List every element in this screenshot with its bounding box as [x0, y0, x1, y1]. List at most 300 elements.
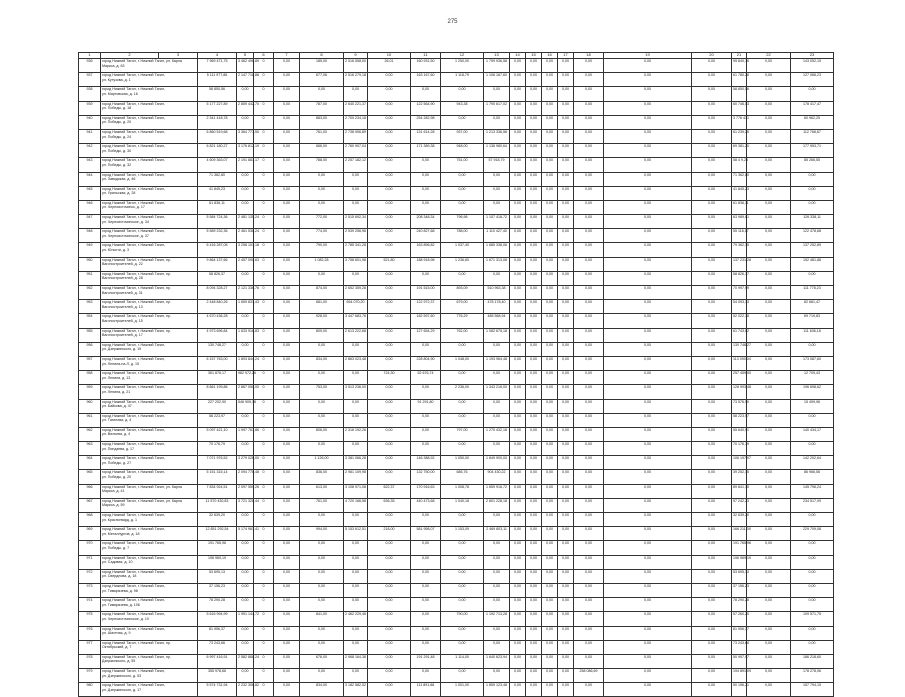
value-cell: 0,00: [542, 371, 558, 385]
value-cell: 0,00: [300, 399, 344, 413]
value-cell: 0,00: [274, 484, 300, 498]
address-line-1: город Нижний Тагил, г. Нижний Тагил,: [102, 513, 166, 517]
value-cell: 0,00: [692, 314, 732, 328]
value-cell: 0,00: [692, 186, 732, 200]
value-cell: 0,00: [526, 598, 542, 612]
value-cell: 1 236,60: [441, 257, 484, 271]
table-row: [79, 541, 834, 555]
value-cell: 0,00: [574, 527, 604, 541]
value-cell: 0,00: [574, 598, 604, 612]
value-cell: 762,00: [441, 328, 484, 342]
address-cell: [101, 115, 198, 129]
value-cell: 0,00: [510, 200, 526, 214]
table-row: [79, 612, 834, 626]
address-line-1: город Нижний Тагил, г. Нижний Тагил,: [102, 87, 166, 92]
value-cell: 1 633 916,83: [237, 328, 254, 342]
value-cell: 0,00: [441, 371, 484, 385]
value-cell: 0,00: [558, 342, 574, 356]
value-cell: 113 090,04: [732, 356, 747, 370]
table-row: [79, 73, 834, 87]
value-cell: 685,76: [441, 470, 484, 484]
value-cell: 581 958,07: [411, 527, 441, 541]
value-cell: 0,00: [747, 59, 791, 73]
value-cell: 112 768,67: [791, 129, 834, 143]
value-cell: 0,00: [542, 555, 558, 569]
value-cell: 3 758 601,98: [344, 257, 368, 271]
table-row: [79, 413, 834, 427]
value-cell: 0,00: [542, 669, 558, 683]
value-cell: 1 001,00: [441, 683, 484, 697]
address-line-2: ул. Победы, д. 24: [102, 134, 132, 139]
value-cell: 0,00: [368, 427, 411, 441]
value-cell: 0,00: [604, 612, 692, 626]
value-cell: 0,00: [604, 484, 692, 498]
value-cell: 0,00: [574, 229, 604, 243]
table-row: [79, 129, 834, 143]
table-row: [79, 300, 834, 314]
value-cell: 0,00: [510, 470, 526, 484]
value-cell: 0,00: [604, 385, 692, 399]
value-cell: 0,00: [274, 669, 300, 683]
table-row: [79, 640, 834, 654]
address-line-2: ул. Дзержинского, д. 17: [102, 687, 142, 692]
value-cell: 0,00: [411, 172, 441, 186]
value-cell: 0,00: [574, 243, 604, 257]
value-cell: 0,00: [526, 484, 542, 498]
table-row: [79, 115, 834, 129]
value-cell: 3 513 236,00: [344, 385, 368, 399]
value-cell: 0: [254, 470, 274, 484]
value-cell: 5 584 724,36: [198, 215, 237, 229]
value-cell: 0,00: [558, 470, 574, 484]
value-cell: 171 389,38: [411, 144, 441, 158]
value-cell: 0,00: [344, 640, 368, 654]
address-line-2: Вагоностроителей, д. 17: [102, 333, 143, 338]
value-cell: 904 430,22: [484, 470, 510, 484]
value-cell: 0,00: [441, 413, 484, 427]
value-cell: 0,00: [300, 541, 344, 555]
value-cell: 0,00: [368, 172, 411, 186]
value-cell: 0,00: [510, 513, 526, 527]
value-cell: 0,00: [604, 541, 692, 555]
value-cell: 521,80: [368, 257, 411, 271]
value-cell: 0,00: [747, 144, 791, 158]
value-cell: 109 571,75: [791, 612, 834, 626]
value-cell: 0,00: [344, 371, 368, 385]
value-cell: 788,00: [300, 158, 344, 172]
table-row: [79, 527, 834, 541]
value-cell: 0: [254, 598, 274, 612]
value-cell: 0,00: [604, 286, 692, 300]
value-cell: 0,00: [574, 186, 604, 200]
value-cell: 0,00: [692, 172, 732, 186]
value-cell: 0,00: [274, 328, 300, 342]
value-cell: 0,00: [526, 271, 542, 285]
value-cell: 0,00: [574, 87, 604, 101]
address-line-1: город Нижний Тагил, г. Нижний Тагил,: [102, 356, 166, 361]
value-cell: 0,00: [484, 342, 510, 356]
value-cell: 0,00: [368, 555, 411, 569]
value-cell: 196 698,62: [791, 385, 834, 399]
value-cell: 0,00: [300, 669, 344, 683]
value-cell: 0,00: [747, 87, 791, 101]
value-cell: 140 434,17: [791, 427, 834, 441]
value-cell: 0,00: [484, 669, 510, 683]
value-cell: 0,00: [411, 555, 441, 569]
address-line-1: город Нижний Тагил, г. Нижний Тагил, пр.: [102, 257, 171, 262]
value-cell: 131 614,28: [411, 129, 441, 143]
value-cell: 78 290,28: [732, 598, 747, 612]
address-cell: [101, 527, 198, 541]
value-cell: 0,00: [542, 186, 558, 200]
value-cell: 0,00: [791, 342, 834, 356]
value-cell: 0,00: [368, 129, 411, 143]
value-cell: 0,00: [558, 158, 574, 172]
value-cell: 0: [254, 286, 274, 300]
value-cell: 95 840,76: [732, 59, 747, 73]
address-line-1: город Нижний Тагил, г. Нижний Тагил, пр.: [102, 654, 171, 659]
value-cell: 82 681,47: [791, 300, 834, 314]
table-row: [79, 271, 834, 285]
value-cell: 834,00: [300, 683, 344, 697]
value-cell: 126 338,11: [791, 215, 834, 229]
address-cell: [101, 59, 198, 73]
value-cell: 50 196,21: [732, 683, 747, 697]
table-row: [79, 583, 834, 597]
address-line-2: ул. Ленина-на-Л, д. 15: [102, 361, 139, 366]
address-line-1: город Нижний Тагил, г. Нижний Тагил,: [102, 385, 166, 390]
value-cell: 2 516 558,00: [344, 59, 368, 73]
address-cell: [101, 541, 198, 555]
value-cell: 0,00: [574, 569, 604, 583]
value-cell: 0,00: [692, 158, 732, 172]
address-line-1: город Нижний Тагил, г. Нижний Тагил,: [102, 612, 166, 617]
value-cell: 0,00: [604, 569, 692, 583]
value-cell: 0,00: [791, 186, 834, 200]
value-cell: 0,00: [441, 669, 484, 683]
value-cell: 0,00: [574, 484, 604, 498]
value-cell: 0,00: [747, 371, 791, 385]
value-cell: 0,00: [558, 541, 574, 555]
value-cell: 0,00: [574, 200, 604, 214]
value-cell: 2 801 228,18: [484, 498, 510, 512]
value-cell: 0,00: [747, 413, 791, 427]
value-cell: 0: [254, 172, 274, 186]
table-row: [79, 498, 834, 512]
value-cell: 0,00: [274, 371, 300, 385]
value-cell: 37 156,23: [732, 583, 747, 597]
value-cell: 0,00: [692, 215, 732, 229]
value-cell: 191 765,96: [198, 541, 237, 555]
value-cell: 0,00: [574, 456, 604, 470]
value-cell: 127 654,29: [411, 328, 441, 342]
value-cell: 0,00: [368, 286, 411, 300]
row-number-cell: 962: [79, 427, 101, 441]
address-cell: [101, 101, 198, 115]
address-line-2: ул. Победы, д. 32: [102, 162, 132, 167]
value-cell: 0,00: [368, 342, 411, 356]
value-cell: 2 341 418,78: [198, 115, 237, 129]
value-cell: 137 252,89: [791, 243, 834, 257]
value-cell: 0,00: [604, 73, 692, 87]
table-row: [79, 626, 834, 640]
value-cell: 0,00: [300, 626, 344, 640]
table-row: [79, 200, 834, 214]
value-cell: 0,00: [558, 186, 574, 200]
value-cell: 0,00: [791, 541, 834, 555]
value-cell: 0,00: [411, 385, 441, 399]
address-line-1: город Нижний Тагил, г. Нижний Тагил,: [102, 342, 166, 347]
value-cell: 2 652 359,28: [344, 286, 368, 300]
address-line-1: город Нижний Тагил, г. Нижний Тагил,: [102, 527, 166, 532]
value-cell: 0,00: [692, 569, 732, 583]
value-cell: 0: [254, 115, 274, 129]
value-cell: 0,00: [441, 598, 484, 612]
value-cell: 937,00: [441, 129, 484, 143]
value-cell: 0,00: [344, 669, 368, 683]
value-cell: 2 147 718,88: [237, 73, 254, 87]
value-cell: 0,00: [604, 427, 692, 441]
value-cell: 1 991 144,72: [237, 612, 254, 626]
value-cell: 0,00: [558, 101, 574, 115]
address-cell: [101, 342, 198, 356]
value-cell: 0,00: [441, 541, 484, 555]
address-cell: [101, 598, 198, 612]
address-cell: [101, 683, 198, 697]
value-cell: 0,00: [526, 555, 542, 569]
value-cell: 79 362,35: [732, 243, 747, 257]
address-line-1: город Нижний Тагил, г. Нижний Тагил,: [102, 669, 166, 674]
value-cell: 73 576,90: [732, 399, 747, 413]
value-cell: 0,00: [526, 640, 542, 654]
value-cell: 0: [254, 385, 274, 399]
value-cell: 61 780,28: [732, 73, 747, 87]
value-cell: 0,00: [604, 158, 692, 172]
value-cell: 0,00: [542, 527, 558, 541]
value-cell: 0,00: [441, 513, 484, 527]
value-cell: 58 826,37: [198, 271, 237, 285]
value-cell: 5 174 961,41: [237, 527, 254, 541]
value-cell: 0,00: [542, 583, 558, 597]
value-cell: 0,00: [791, 200, 834, 214]
value-cell: 0,00: [344, 626, 368, 640]
value-cell: 0,00: [747, 427, 791, 441]
value-cell: 0,00: [274, 342, 300, 356]
value-cell: 227 202,90: [198, 399, 237, 413]
value-cell: 0,00: [274, 115, 300, 129]
value-cell: 0,00: [604, 413, 692, 427]
value-cell: 0,00: [344, 541, 368, 555]
value-cell: 806,00: [300, 427, 344, 441]
value-cell: 0,00: [574, 59, 604, 73]
value-cell: 0,00: [526, 229, 542, 243]
address-line-2: Маркса, д. 59: [102, 503, 125, 508]
value-cell: 0,00: [484, 513, 510, 527]
value-cell: 0,00: [604, 129, 692, 143]
value-cell: 0,00: [344, 200, 368, 214]
table-row: [79, 569, 834, 583]
value-cell: 0,00: [484, 200, 510, 214]
address-line-2: ул. Тимирязева, д. 98: [102, 588, 138, 593]
value-cell: 54 093,13: [732, 300, 747, 314]
value-cell: 0,00: [747, 158, 791, 172]
value-cell: 787,00: [300, 101, 344, 115]
address-line-1: город Нижний Тагил, г. Нижний Тагил,: [102, 541, 166, 546]
value-cell: 1 110 427,40: [484, 229, 510, 243]
value-cell: 0,00: [510, 683, 526, 697]
value-cell: 0,00: [604, 626, 692, 640]
value-cell: 0,00: [542, 158, 558, 172]
value-cell: 0,00: [368, 87, 411, 101]
value-cell: 63 989,81: [732, 215, 747, 229]
value-cell: 3 462 496,89: [237, 59, 254, 73]
address-line-2: ул. Победы, д. 30: [102, 148, 132, 153]
value-cell: 1 250,00: [441, 59, 484, 73]
value-cell: 73 243,66: [198, 640, 237, 654]
value-cell: 0,00: [411, 669, 441, 683]
value-cell: 0,00: [441, 200, 484, 214]
value-cell: 0,00: [558, 172, 574, 186]
value-cell: 0,00: [542, 541, 558, 555]
value-cell: 0,00: [574, 172, 604, 186]
value-cell: 0,00: [274, 612, 300, 626]
value-cell: 0,00: [368, 456, 411, 470]
address-line-1: город Нижний Тагил, г. Нижний Тагил,: [102, 399, 166, 404]
value-cell: 70 176,79: [732, 442, 747, 456]
value-cell: 0,00: [542, 484, 558, 498]
row-number-cell: 953: [79, 300, 101, 314]
row-number-cell: 947: [79, 215, 101, 229]
value-cell: 0,00: [574, 399, 604, 413]
value-cell: 0,00: [604, 172, 692, 186]
address-line-2: ул. Дзержинского, д. 53: [102, 673, 142, 678]
value-cell: 0,00: [441, 172, 484, 186]
value-cell: 776,29: [441, 314, 484, 328]
value-cell: 146 388,92: [411, 456, 441, 470]
value-cell: 0,00: [526, 186, 542, 200]
value-cell: 0: [254, 654, 274, 668]
value-cell: 0,00: [604, 356, 692, 370]
value-cell: 1 893 844,24: [237, 356, 254, 370]
value-cell: 1 659 831,43: [237, 300, 254, 314]
value-cell: 0,00: [747, 215, 791, 229]
value-cell: 9 864 137,66: [198, 257, 237, 271]
value-cell: 0,00: [237, 186, 254, 200]
value-cell: 0,00: [300, 640, 344, 654]
column-number: 23: [791, 53, 834, 59]
value-cell: 3 364 777,50: [237, 129, 254, 143]
value-cell: 0,00: [542, 612, 558, 626]
value-cell: 834,00: [300, 356, 344, 370]
value-cell: 0,00: [574, 328, 604, 342]
value-cell: 0,00: [692, 513, 732, 527]
value-cell: 0,00: [558, 598, 574, 612]
value-cell: 0,00: [510, 286, 526, 300]
value-cell: 0,00: [274, 243, 300, 257]
value-cell: 0,00: [526, 356, 542, 370]
value-cell: 240 827,68: [411, 229, 441, 243]
value-cell: 0,00: [692, 442, 732, 456]
value-cell: 0,00: [510, 640, 526, 654]
value-cell: 5 616 994,99: [198, 612, 237, 626]
value-cell: 0,00: [484, 87, 510, 101]
value-cell: 0,00: [510, 115, 526, 129]
row-number-cell: 977: [79, 640, 101, 654]
value-cell: 0,00: [747, 513, 791, 527]
value-cell: 0,00: [510, 399, 526, 413]
table-row: [79, 257, 834, 271]
value-cell: 0,00: [274, 654, 300, 668]
value-cell: 546 909,18: [237, 399, 254, 413]
value-cell: 0,00: [368, 158, 411, 172]
value-cell: 0,00: [344, 569, 368, 583]
table-row: [79, 683, 834, 697]
value-cell: 0,00: [692, 129, 732, 143]
value-cell: 0,00: [526, 158, 542, 172]
value-cell: 1 126,00: [300, 456, 344, 470]
value-cell: 3 776 431: [732, 115, 747, 129]
value-cell: 0,00: [300, 598, 344, 612]
value-cell: 0,00: [274, 286, 300, 300]
value-cell: 0,00: [411, 583, 441, 597]
table-row: [79, 314, 834, 328]
value-cell: 0,00: [692, 356, 732, 370]
address-line-1: город Нижний Тагил, г. Нижний Тагил,: [102, 598, 166, 603]
address-line-2: Вагоностроителей, д. 28: [102, 276, 143, 281]
address-cell: [101, 371, 198, 385]
value-cell: 2 968 164,38: [344, 654, 368, 668]
value-cell: 0: [254, 73, 274, 87]
value-cell: 0,00: [411, 87, 441, 101]
value-cell: 0,00: [542, 442, 558, 456]
value-cell: 0,00: [274, 73, 300, 87]
value-cell: 0,00: [558, 215, 574, 229]
value-cell: 0,00: [791, 271, 834, 285]
column-number: 19: [604, 53, 692, 59]
value-cell: 0: [254, 271, 274, 285]
value-cell: 893,09: [441, 286, 484, 300]
value-cell: 163 896,82: [411, 243, 441, 257]
value-cell: 0,00: [692, 541, 732, 555]
address-line-2: ул. Садовая, д. 10: [102, 560, 133, 565]
table-row: [79, 286, 834, 300]
value-cell: 2 257 182,12: [344, 158, 368, 172]
value-cell: 0,00: [526, 328, 542, 342]
value-cell: 3 381 066,28: [344, 456, 368, 470]
address-line-1: город Нижний Тагил, г. Нижний Тагил, ул. Карла: [102, 498, 182, 503]
value-cell: 61 836,11: [732, 200, 747, 214]
value-cell: 1 048,00: [441, 356, 484, 370]
value-cell: 0: [254, 300, 274, 314]
value-cell: 0,00: [368, 243, 411, 257]
address-line-1: город Нижний Тагил, г. Нижний Тагил,: [102, 215, 166, 220]
value-cell: 97 242,23: [732, 498, 747, 512]
value-cell: 0,00: [344, 513, 368, 527]
value-cell: 0,00: [747, 612, 791, 626]
address-line-1: город Нижний Тагил, г. Нижний Тагил,: [102, 144, 166, 149]
value-cell: 0,00: [526, 300, 542, 314]
value-cell: 3 721 328,44: [237, 498, 254, 512]
address-cell: [101, 498, 198, 512]
row-number-cell: 966: [79, 484, 101, 498]
table-row: [79, 371, 834, 385]
value-cell: 0,00: [526, 683, 542, 697]
value-cell: 0,00: [558, 399, 574, 413]
value-cell: 0,00: [604, 513, 692, 527]
value-cell: 0,00: [558, 115, 574, 129]
value-cell: 0,00: [747, 328, 791, 342]
value-cell: 170 916,63: [411, 484, 441, 498]
